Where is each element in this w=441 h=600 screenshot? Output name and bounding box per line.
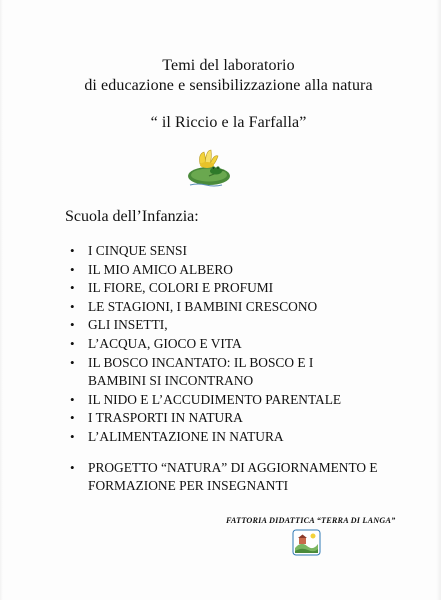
list-item: • I CINQUE SENSI <box>68 242 438 261</box>
bullet-icon: • <box>70 410 75 426</box>
list-item: • IL FIORE, COLORI E PROFUMI <box>68 279 438 298</box>
frog-on-lily-pad-icon <box>184 142 234 192</box>
project-item: • PROGETTO “NATURA” DI AGGIORNAMENTO E FORMAZIONE PER INSEGNANTI <box>70 459 378 494</box>
bullet-icon: • <box>70 391 75 407</box>
list-item: • GLI INSETTI, <box>68 316 438 335</box>
list-item: • LE STAGIONI, I BAMBINI CRESCONO <box>68 298 438 317</box>
bullet-icon: • <box>70 298 75 314</box>
list-item: • L’ACQUA, GIOCO E VITA <box>68 335 438 354</box>
bullet-icon: • <box>70 317 75 333</box>
bullet-icon: • <box>70 261 75 277</box>
bullet-icon: • <box>70 243 75 258</box>
subtitle: “ il Riccio e la Farfalla” <box>150 114 307 131</box>
title-line-2: di educazione e sensibilizzazione alla natura <box>84 77 373 94</box>
organization-name: FATTORIA DIDATTICA “TERRA DI LANGA” <box>226 516 396 525</box>
list-item: • IL NIDO E L’ACCUDIMENTO PARENTALE <box>68 391 438 410</box>
list-item: • IL MIO AMICO ALBERO <box>68 261 438 280</box>
topic-list <box>68 242 438 496</box>
bullet-icon: • <box>70 354 75 370</box>
list-item: • L’ALIMENTAZIONE IN NATURA <box>68 428 438 447</box>
list-item: • I TRASPORTI IN NATURA <box>68 409 438 428</box>
list-item: • IL BOSCO INCANTATO: IL BOSCO E I BAMBINI SI INCONTRANO <box>70 354 314 389</box>
bullet-icon: • <box>70 428 75 444</box>
farm-logo-icon <box>292 529 321 556</box>
title-line-1: Temi del laboratorio <box>162 57 295 74</box>
bullet-icon: • <box>70 459 75 475</box>
section-heading: Scuola dell’Infanzia: <box>65 208 199 225</box>
bullet-icon: • <box>70 280 75 296</box>
bullet-icon: • <box>70 335 75 351</box>
